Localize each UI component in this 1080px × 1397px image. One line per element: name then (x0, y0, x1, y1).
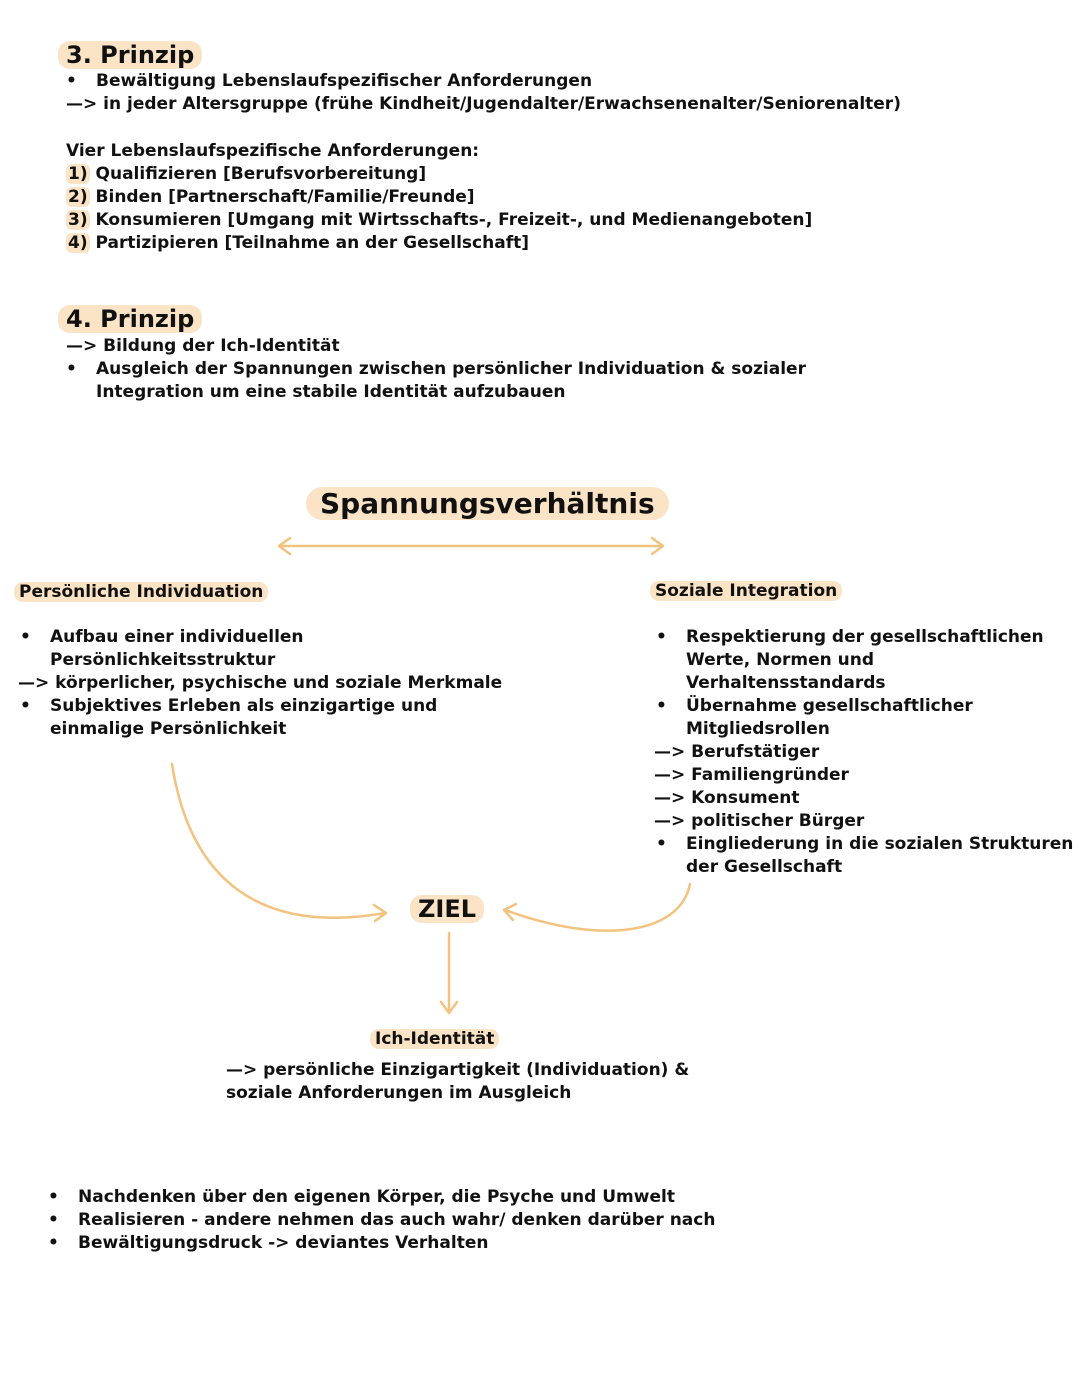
right-bullet-3-line2: der Gesellschaft (686, 857, 843, 877)
footer-item-1: • Nachdenken über den eigenen Körper, die Psyche und Umwelt (78, 1186, 675, 1209)
result-line1: —> persönliche Einzigartigkeit (Individuation) & (226, 1060, 690, 1080)
result-heading: Ich-Identität (370, 1028, 499, 1051)
left-curve-arrow (172, 764, 385, 918)
footer-item-2: • Realisieren - andere nehmen das auch wahr/ denken darüber nach (78, 1209, 715, 1232)
footer-item-3: • Bewältigungsdruck -> deviantes Verhalten (78, 1232, 488, 1255)
right-bullet-2-line1: • Übernahme gesellschaftlicher (686, 695, 973, 718)
diagram-title: Spannungsverhältnis (306, 486, 669, 522)
left-bullet-2-line2: einmalige Persönlichkeit (50, 719, 287, 739)
left-arrow: —> körperlicher, psychische und soziale Merkmale (18, 673, 503, 693)
right-arrow-3: —> Konsument (654, 788, 800, 808)
p3-intro: Vier Lebenslaufspezifische Anforderungen: (66, 141, 480, 161)
right-arrow-4: —> politischer Bürger (654, 811, 865, 831)
p4-bullet-line1: • Ausgleich der Spannungen zwischen persönlicher Individuation & sozialer (96, 358, 806, 381)
p3-item-4: 4) Partizipieren [Teilnahme an der Gesellschaft] (68, 233, 529, 253)
p4-arrow: —> Bildung der Ich-Identität (66, 336, 340, 356)
right-arrow-1: —> Berufstätiger (654, 742, 820, 762)
right-heading: Soziale Integration (650, 580, 842, 603)
left-bullet-1-line2: Persönlichkeitsstruktur (50, 650, 276, 670)
right-bullet-1-line2: Werte, Normen und (686, 650, 875, 670)
left-bullet-1-line1: • Aufbau einer individuellen (50, 626, 304, 649)
right-curve-arrow (505, 884, 690, 931)
p3-title: 3. Prinzip (58, 40, 202, 70)
right-arrow-2: —> Familiengründer (654, 765, 849, 785)
right-bullet-2-line2: Mitgliedsrollen (686, 719, 830, 739)
right-bullet-1-line1: • Respektierung der gesellschaftlichen (686, 626, 1044, 649)
p4-bullet-line2: Integration um eine stabile Identität aufzubauen (96, 382, 566, 402)
p3-item-3: 3) Konsumieren [Umgang mit Wirtsschafts-, Freizeit-, und Medienangeboten] (68, 210, 813, 230)
p3-item-2: 2) Binden [Partnerschaft/Familie/Freunde] (68, 187, 475, 207)
left-heading: Persönliche Individuation (14, 581, 268, 604)
left-bullet-2-line1: • Subjektives Erleben als einzigartige und (50, 695, 437, 718)
result-line2: soziale Anforderungen im Ausgleich (226, 1083, 572, 1103)
p4-title: 4. Prinzip (58, 304, 202, 334)
goal-label: ZIEL (410, 894, 484, 924)
p3-bullet: • Bewältigung Lebenslaufspezifischer Anforderungen (96, 70, 592, 93)
right-bullet-1-line3: Verhaltensstandards (686, 673, 886, 693)
p3-arrow: —> in jeder Altersgruppe (frühe Kindheit/Jugendalter/Erwachsenenalter/Seniorenalter) (66, 94, 901, 114)
p3-item-1: 1) Qualifizieren [Berufsvorbereitung] (68, 164, 427, 184)
right-bullet-3-line1: • Eingliederung in die sozialen Strukturen (686, 833, 1073, 856)
